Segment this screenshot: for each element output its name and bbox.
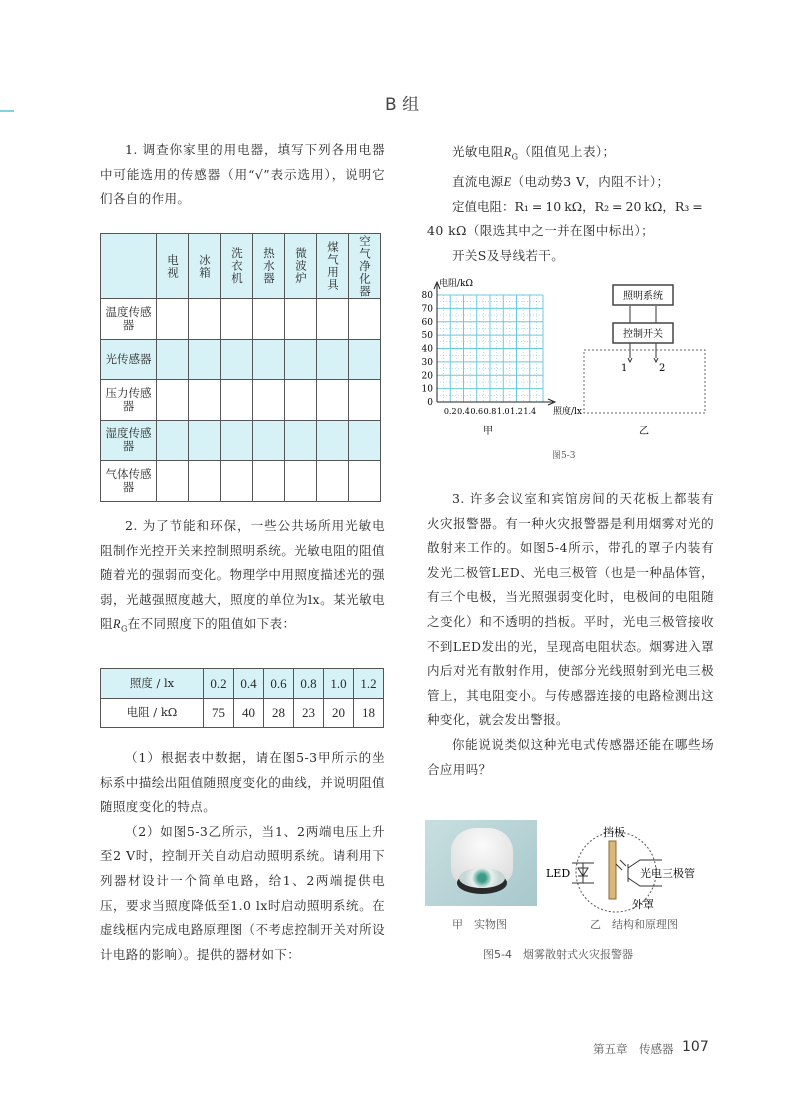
answer-cell[interactable]: [317, 339, 349, 380]
column-header: 空气净化器: [349, 234, 381, 299]
question-2-part-2: （2）如图5-3乙所示，当1、2两端电压上升至2 V时，控制开关自动启动照明系统。请利用下列器材设计一个简单电路，给1、2两端提供电压，要求当照度降低至1.0 lx时启动照明系统。在虚线框内完成电路原理图（不考虑控制开关对所设计电路的影响）。提供的器材如下：: [100, 823, 385, 962]
table-row: [101, 380, 381, 421]
y-tick-label: 40: [421, 344, 433, 355]
row-header: 气体传感器: [101, 461, 157, 502]
y-tick-label: 80: [421, 291, 433, 301]
x-tick-label: 1.0: [496, 407, 510, 416]
column-header: 微波炉: [285, 234, 317, 299]
column-header: 煤气用具: [317, 234, 349, 299]
detector-structure-diagram: [546, 820, 720, 911]
answer-cell[interactable]: [253, 420, 285, 461]
figure-5-4-caption-b: 乙 结构和原理图: [590, 918, 678, 931]
table-value: 0.6: [264, 669, 294, 699]
material-item: [427, 219, 717, 244]
row-label-illuminance: 照度 / lx: [101, 669, 204, 699]
lighting-system-box-label: 照明系统: [623, 291, 663, 302]
control-switch-box-label: 控制开关: [623, 329, 663, 340]
answer-cell[interactable]: [157, 299, 189, 340]
table-row: [101, 339, 381, 380]
intro-text: 2. 为了节能和环保，一些公共场所用光敏电阻制作光控开关来控制照明系统。光敏电阻的阻值随着光的强弱而变化。物理学中用照度描述光的强弱，光越强照度越大，照度的单位为lx。某光敏电阻: [100, 518, 385, 632]
answer-cell[interactable]: [253, 339, 285, 380]
y-tick-label: 50: [421, 331, 433, 342]
terminal-1-label: 1: [621, 363, 628, 374]
material-text: 光敏电阻: [452, 144, 504, 159]
figure-5-3-caption: 图5-3: [552, 451, 576, 461]
table-value: 75: [204, 698, 234, 728]
materials-list: [427, 140, 717, 268]
column-header: 洗衣机: [221, 234, 253, 299]
answer-cell[interactable]: [221, 380, 253, 421]
answer-cell[interactable]: [157, 461, 189, 502]
answer-cell[interactable]: [285, 420, 317, 461]
table-value: 0.8: [294, 669, 324, 699]
question-3-text: 3. 许多会议室和宾馆房间的天花板上都装有火灾报警器。有一种火灾报警器是利用烟雾对光的散射来工作的。如图5-4所示，带孔的罩子内装有发光二极管LED、光电三极管（也是一种晶体管，有三个电极，当光照强弱变化时，电极间的电阻随之变化）和不透明的挡板。平时，光电三极管接收不到LED发出的光，呈现高电阻状态。烟雾进入罩内后对光有散射作用，使部分光线照射到光电三极管上，其电阻变小。与传感器连接的电路检测出这种变化，就会发出警报。: [427, 491, 714, 728]
footer-chapter: 第五章 传感器: [593, 1042, 674, 1056]
table-row: [101, 420, 381, 461]
material-text: 定值电阻：R₁ = 10 kΩ，R₂ = 20 kΩ，R₃ =: [452, 198, 703, 214]
y-tick-label: 0: [427, 398, 433, 408]
x-axis-label: 照度/lx: [553, 407, 582, 417]
answer-cell[interactable]: [221, 461, 253, 502]
y-tick-label: 30: [421, 357, 433, 368]
answer-cell[interactable]: [157, 380, 189, 421]
table-value: 1.2: [354, 669, 384, 699]
circuit-dashed-box[interactable]: [584, 350, 705, 413]
label-phototransistor: 光电三极管: [640, 867, 695, 880]
answer-cell[interactable]: [349, 299, 381, 340]
sensor-appliance-table: [100, 233, 381, 502]
answer-cell[interactable]: [189, 420, 221, 461]
y-tick-label: 60: [421, 317, 433, 328]
figure-label-a: 甲: [483, 426, 493, 437]
row-header: 光传感器: [101, 339, 157, 380]
question-3-question: 你能说说类似这种光电式传感器还能在哪些场合应用吗？: [427, 736, 714, 777]
answer-cell[interactable]: [349, 420, 381, 461]
y-tick-label: 20: [421, 371, 433, 382]
x-tick-label: 0.8: [483, 407, 497, 416]
illuminance-resistance-table: [100, 668, 384, 728]
material-text: 直流电源: [452, 174, 504, 190]
material-text: 40 kΩ（限选其中之一并在图中标出）；: [427, 223, 655, 239]
table-corner-cell: [101, 234, 157, 299]
answer-cell[interactable]: [349, 461, 381, 502]
answer-cell[interactable]: [221, 299, 253, 340]
answer-cell[interactable]: [253, 380, 285, 421]
answer-cell[interactable]: [285, 380, 317, 421]
x-tick-label: 1.2: [510, 407, 523, 416]
answer-cell[interactable]: [285, 461, 317, 502]
material-item: [427, 170, 717, 195]
question-2-part-1: （1）根据表中数据，请在图5-3甲所示的坐标系中描绘出阻值随照度变化的曲线，并说明阻值随照度变化的特点。: [100, 750, 385, 815]
answer-cell[interactable]: [317, 299, 349, 340]
question-2-parts: [100, 746, 385, 967]
label-led: LED: [546, 867, 571, 880]
table-value: 28: [264, 698, 294, 728]
baffle: [609, 841, 616, 899]
answer-cell[interactable]: [157, 420, 189, 461]
x-axis: [437, 399, 555, 405]
y-axis-label: 电阻/kΩ: [439, 279, 473, 289]
material-symbol: R: [503, 145, 512, 159]
table-value: 20: [324, 698, 354, 728]
page-number: 107: [682, 1039, 709, 1055]
row-header: 压力传感器: [101, 380, 157, 421]
accent-line: [0, 110, 14, 112]
table-value: 0.4: [234, 669, 264, 699]
material-symbol-sub: G: [511, 152, 519, 162]
terminal-2-label: 2: [659, 363, 666, 374]
symbol-r: R: [112, 617, 121, 632]
table-value: 0.2: [204, 669, 234, 699]
symbol-sub: G: [120, 624, 128, 634]
answer-cell[interactable]: [189, 461, 221, 502]
figure-5-4-caption: 图5-4 烟雾散射式火灾报警器: [483, 948, 633, 961]
answer-cell[interactable]: [285, 339, 317, 380]
material-text-2: （电动势3 V，内阻不计）；: [511, 174, 670, 190]
row-header: 温度传感器: [101, 299, 157, 340]
question-1-text: 1. 调查你家里的用电器，填写下列各用电器中可能选用的传感器（用“√”表示选用），说明它们各自的作用。: [100, 142, 385, 207]
table-value: 18: [354, 698, 384, 728]
material-text: 开关S及导线若干。: [452, 247, 565, 263]
material-item: [427, 140, 717, 170]
figure-label-b: 乙: [639, 426, 649, 437]
y-axis: [434, 282, 440, 402]
label-outer-cover: 外罩: [632, 898, 654, 911]
answer-cell[interactable]: [189, 339, 221, 380]
table-row: [101, 461, 381, 502]
column-header: 热水器: [253, 234, 285, 299]
x-tick-label: 0.4: [457, 407, 470, 416]
intro-text-2: 在不同照度下的阻值如下表：: [127, 616, 296, 632]
label-baffle: 挡板: [603, 826, 625, 839]
figure-5-3: [415, 278, 715, 468]
detector-sensor: [459, 868, 505, 888]
table-value: 23: [294, 698, 324, 728]
led-symbol: [572, 863, 594, 883]
answer-cell[interactable]: [189, 380, 221, 421]
table-row: [101, 299, 381, 340]
question-3: [427, 487, 714, 782]
material-item: [427, 244, 717, 269]
table-value: 1.0: [324, 669, 354, 699]
figure-5-4-caption-a: 甲 实物图: [452, 918, 507, 931]
answer-cell[interactable]: [157, 339, 189, 380]
x-tick-label: 0.2: [443, 407, 457, 416]
answer-cell[interactable]: [189, 299, 221, 340]
x-tick-label: 0.6: [470, 407, 484, 416]
question-2-intro: [100, 514, 385, 642]
section-title: B 组: [385, 95, 420, 115]
y-tick-label: 70: [421, 304, 433, 315]
x-tick-label: 1.4: [523, 407, 537, 416]
answer-cell[interactable]: [349, 339, 381, 380]
answer-cell[interactable]: [285, 299, 317, 340]
smoke-detector-photo: [425, 820, 537, 906]
answer-cell[interactable]: [253, 299, 285, 340]
row-header: 湿度传感器: [101, 420, 157, 461]
material-text-2: （阻值见上表）；: [518, 144, 616, 159]
material-item: [427, 195, 717, 220]
answer-cell[interactable]: [349, 380, 381, 421]
table-value: 40: [234, 698, 264, 728]
answer-cell[interactable]: [317, 380, 349, 421]
answer-cell[interactable]: [221, 339, 253, 380]
answer-cell[interactable]: [253, 461, 285, 502]
answer-cell[interactable]: [221, 420, 253, 461]
column-header: 电视: [157, 234, 189, 299]
row-label-resistance: 电阻 / kΩ: [101, 698, 204, 728]
y-tick-label: 10: [421, 384, 433, 395]
answer-cell[interactable]: [317, 420, 349, 461]
column-header: 冰箱: [189, 234, 221, 299]
answer-cell[interactable]: [317, 461, 349, 502]
material-symbol: E: [503, 175, 512, 190]
